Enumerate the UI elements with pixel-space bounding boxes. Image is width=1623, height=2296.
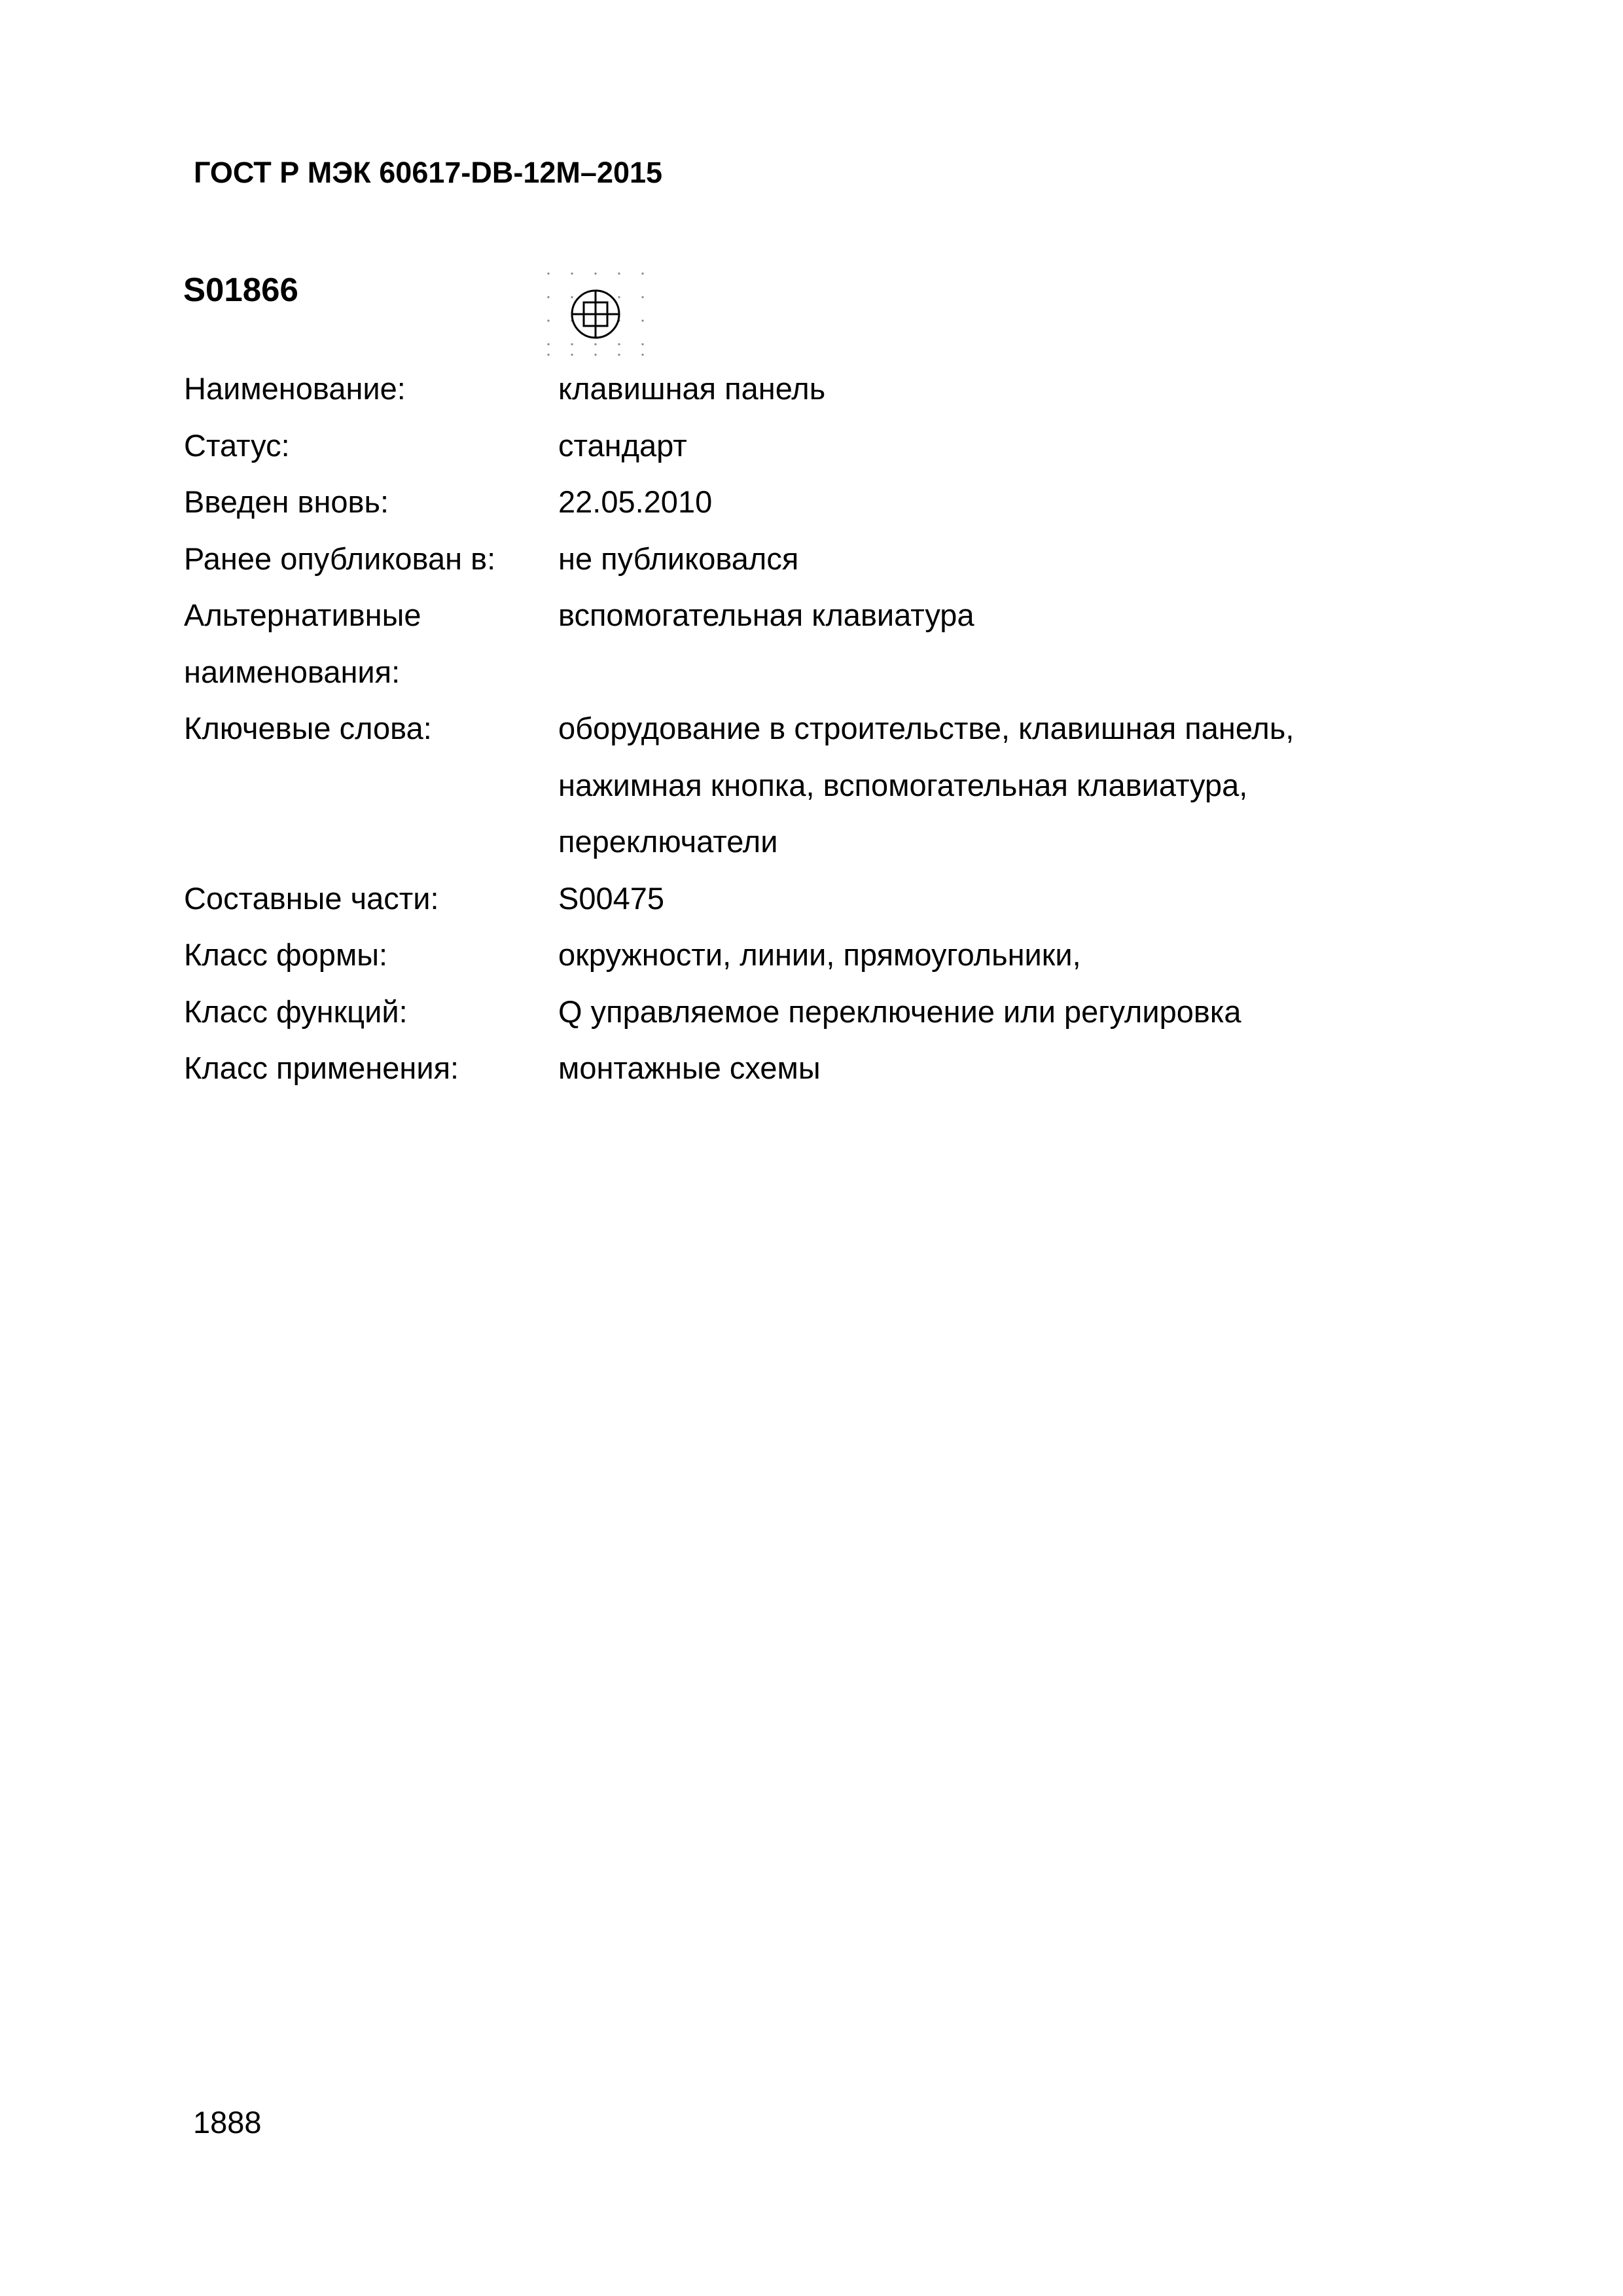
attribute-value-line: оборудование в строительстве, клавишная панель, [558,711,1294,745]
attribute-label [184,531,558,588]
attribute-value [558,531,1427,588]
symbol-id: S01866 [183,271,298,308]
attribute-value-line: клавишная панель [558,371,826,406]
attribute-label-line: Наименование: [184,371,406,406]
attribute-label [184,700,558,870]
attribute-value [558,587,1427,700]
attribute-label-line: Альтернативные [184,598,421,632]
attribute-value-line: S00475 [558,880,665,916]
attribute-label-line: Ключевые слова: [184,711,432,745]
attribute-value-line: нажимная кнопка, вспомогательная клавиатура, [558,767,1248,802]
attribute-table [184,361,1427,1097]
attribute-label [184,984,558,1041]
attribute-label-line: Ранее опубликован в: [184,541,496,576]
attribute-row [184,700,1427,870]
attribute-label-line: Введен вновь: [184,484,389,519]
attribute-value [558,1040,1427,1097]
attribute-value-line: стандарт [558,427,687,463]
attribute-row [184,531,1427,588]
attribute-label [184,418,558,475]
attribute-value [558,984,1427,1041]
attribute-label-line: Класс применения: [184,1050,459,1085]
attribute-label-line: Класс функций: [184,994,408,1029]
attribute-row [184,587,1427,700]
attribute-row [184,927,1427,984]
attribute-value-line: не публиковался [558,541,799,576]
attribute-value-line: вспомогательная клавиатура [558,598,974,632]
attribute-label-line: Составные части: [184,880,439,916]
document-header: ГОСТ Р МЭК 60617-DB-12M–2015 [194,156,663,189]
symbol-figure [541,268,658,360]
attribute-value-line: окружности, линии, прямоугольники, [558,937,1081,972]
attribute-value [558,418,1427,475]
attribute-value [558,870,1427,927]
attribute-row [184,984,1427,1041]
attribute-label [184,927,558,984]
attribute-label [184,870,558,927]
attribute-value-line: Q управляемое переключение или регулировка [558,994,1241,1029]
attribute-label-line: Статус: [184,427,290,463]
attribute-row [184,870,1427,927]
attribute-value-line: 22.05.2010 [558,484,713,519]
page-number: 1888 [193,2105,262,2140]
attribute-row [184,1040,1427,1097]
attribute-value [558,700,1427,870]
attribute-label [184,361,558,418]
attribute-value-line: переключатели [558,824,778,859]
attribute-label-line: Класс формы: [184,937,388,972]
attribute-value-line: монтажные схемы [558,1050,821,1085]
attribute-row [184,474,1427,531]
keypad-symbol-icon [541,268,658,360]
attribute-label [184,1040,558,1097]
attribute-row [184,361,1427,418]
attribute-label-line: наименования: [184,654,401,689]
attribute-value [558,361,1427,418]
attribute-value [558,474,1427,531]
attribute-row [184,418,1427,475]
attribute-value [558,927,1427,984]
attribute-label [184,587,558,700]
attribute-label [184,474,558,531]
